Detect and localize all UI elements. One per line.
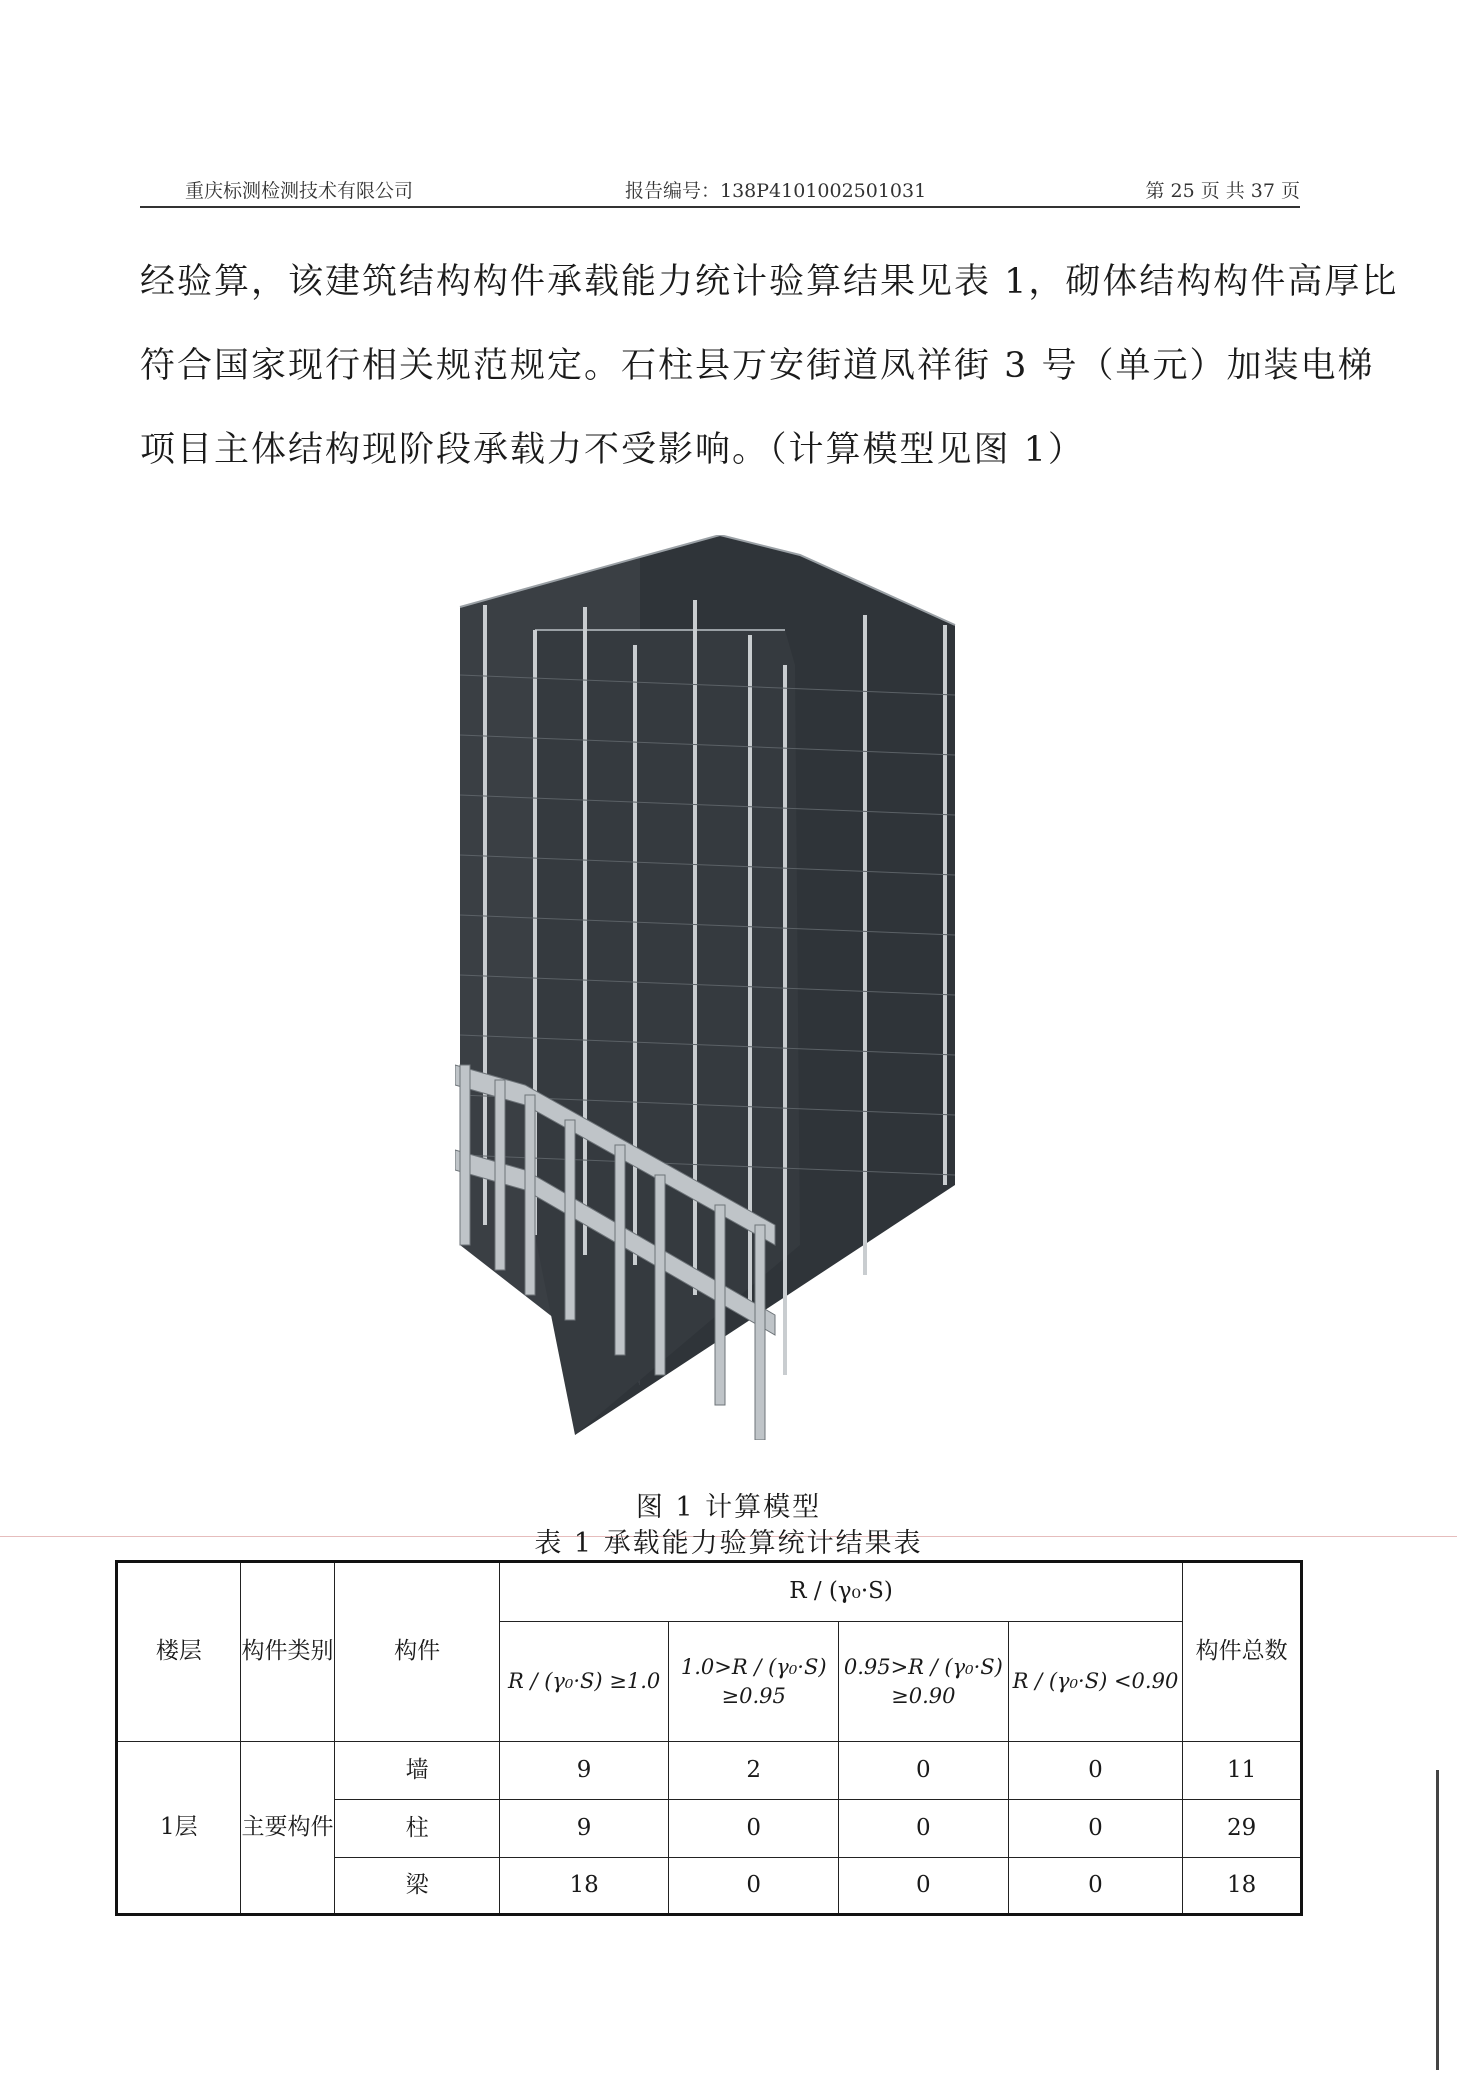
page-header — [140, 170, 1300, 210]
floor-cell: 1层 — [117, 1742, 241, 1915]
r2-cell: 2 — [669, 1742, 839, 1800]
r3-cell: 0 — [839, 1858, 1009, 1915]
r3-cell: 0 — [839, 1800, 1009, 1858]
header-r2: 1.0>R / (γ₀·S) ≥0.95 — [669, 1622, 839, 1742]
header-ratio-group: R / (γ₀·S) — [499, 1562, 1182, 1622]
member-cell: 梁 — [335, 1858, 499, 1915]
r3-cell: 0 — [839, 1742, 1009, 1800]
total-cell: 11 — [1183, 1742, 1302, 1800]
table-row — [117, 1742, 1302, 1800]
page-number: 第 25 页 共 37 页 — [1145, 180, 1300, 202]
header-r3: 0.95>R / (γ₀·S) ≥0.90 — [839, 1622, 1009, 1742]
r4-cell: 0 — [1008, 1742, 1183, 1800]
results-table — [115, 1560, 1303, 1916]
paragraph-line: 项目主体结构现阶段承载力不受影响。（计算模型见图 1） — [140, 430, 1085, 470]
r4-cell: 0 — [1008, 1858, 1183, 1915]
paragraph-line: 符合国家现行相关规范规定。石柱县万安街道凤祥街 3 号（单元）加装电梯 — [140, 346, 1375, 386]
report-number: 报告编号：138P4101002501031 — [625, 180, 927, 202]
table-title: 表 1 承载能力验算统计结果表 — [534, 1528, 923, 1559]
r1-cell: 18 — [499, 1858, 669, 1915]
category-cell: 主要构件 — [240, 1742, 335, 1915]
header-total: 构件总数 — [1183, 1562, 1302, 1742]
r4-cell: 0 — [1008, 1800, 1183, 1858]
total-cell: 18 — [1183, 1858, 1302, 1915]
header-divider — [140, 206, 1300, 208]
structure-model-figure — [455, 535, 975, 1440]
header-member: 构件 — [335, 1562, 499, 1742]
paragraph-line: 经验算，该建筑结构构件承载能力统计验算结果见表 1，砌体结构构件高厚比 — [140, 262, 1399, 302]
header-floor: 楼层 — [117, 1562, 241, 1742]
scan-edge-mark — [1436, 1770, 1439, 2070]
r2-cell: 0 — [669, 1858, 839, 1915]
header-category: 构件类别 — [240, 1562, 335, 1742]
r2-cell: 0 — [669, 1800, 839, 1858]
r1-cell: 9 — [499, 1800, 669, 1858]
member-cell: 柱 — [335, 1800, 499, 1858]
body-paragraph — [140, 240, 1399, 492]
figure-caption: 图 1 计算模型 — [635, 1492, 822, 1523]
company-name: 重庆标测检测技术有限公司 — [185, 180, 414, 202]
r1-cell: 9 — [499, 1742, 669, 1800]
header-r1: R / (γ₀·S) ≥1.0 — [499, 1622, 669, 1742]
member-cell: 墙 — [335, 1742, 499, 1800]
header-r4: R / (γ₀·S) <0.90 — [1008, 1622, 1183, 1742]
total-cell: 29 — [1183, 1800, 1302, 1858]
header-row — [117, 1562, 1302, 1622]
